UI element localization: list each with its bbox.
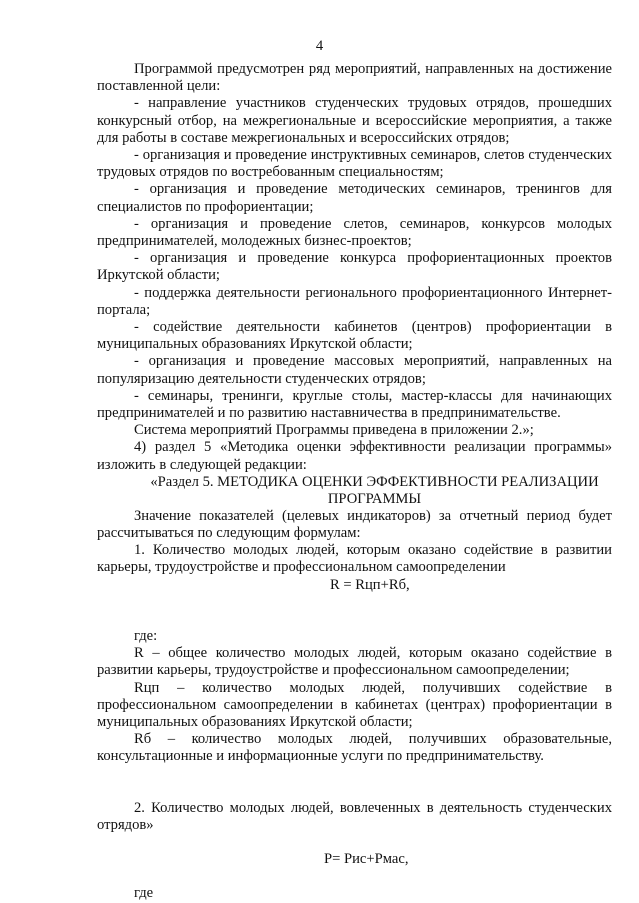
where-label-1: где: (134, 627, 158, 644)
list-item: - организация и проведение конкурса профориентационных проектов Иркутской области; (97, 250, 612, 284)
definition-rb: Rб – количество молодых людей, получивших образовательные, консультационные и информационные услуги по предпринимательству. (97, 731, 612, 765)
list-item: - семинары, тренинги, круглые столы, мастер-классы для начинающих предпринимателей и по развитию наставничества в предпринимательстве. (97, 387, 612, 422)
definition-r: R – общее количество молодых людей, которым оказано содействие в развитии карьеры, трудоустройстве и профессиональном самоопределении; (97, 645, 612, 679)
list-item: - организация и проведение методических семинаров, тренингов для специалистов по профориентации; (97, 181, 612, 215)
page-number: 4 (315, 38, 324, 54)
indicator-1: 1. Количество молодых людей, которым оказано содействие в развитии карьеры, трудоустройстве и профессиональном самоопределении (97, 542, 612, 576)
formula-2: Р= Рис+Рмас, (324, 850, 409, 867)
list-item: - содействие деятельности кабинетов (центров) профориентации в муниципальных образованиях Иркутской области; (97, 319, 612, 353)
list-item: - организация и проведение инструктивных семинаров, слетов студенческих трудовых отрядов по востребованным специальностям; (97, 147, 612, 181)
list-item: - поддержка деятельности регионального профориентационного Интернет-портала; (97, 284, 612, 318)
where-label-2: где (134, 885, 154, 902)
section-heading: «Раздел 5. МЕТОДИКА ОЦЕНКИ ЭФФЕКТИВНОСТИ РЕАЛИЗАЦИИ ПРОГРАММЫ (150, 473, 599, 507)
list-item: - направление участников студенческих трудовых отрядов, прошедших конкурсный отбор, на межрегиональные и всероссийские мероприятия, а также для работы в составе межрегиональных и всероссийских отрядов; (97, 95, 612, 146)
amendment-paragraph: 4) раздел 5 «Методика оценки эффективности реализации программы» изложить в следующей редакции: (97, 439, 612, 473)
list-item: - организация и проведение слетов, семинаров, конкурсов молодых предпринимателей, молодежных бизнес-проектов; (97, 215, 612, 250)
list-item: - организация и проведение массовых мероприятий, направленных на популяризацию деятельности студенческих отрядов; (97, 353, 612, 387)
intro-paragraph: Программой предусмотрен ряд мероприятий, направленных на достижение поставленной цели: (97, 61, 612, 95)
formula-1: R = Rцп+Rб, (330, 576, 410, 593)
appendix-reference: Система мероприятий Программы приведена в приложении 2.»; (134, 422, 534, 439)
document-body (97, 40, 612, 902)
formula-intro: Значение показателей (целевых индикаторов) за отчетный период будет рассчитываться по следующим формулам: (97, 507, 612, 542)
definition-rcp: Rцп – количество молодых людей, получивших содействие в профессиональном самоопределении в кабинетах (центрах) профориентации в муниципальных образованиях Иркутской области; (97, 679, 612, 730)
indicator-2: 2. Количество молодых людей, вовлеченных в деятельность студенческих отрядов» (97, 799, 612, 833)
